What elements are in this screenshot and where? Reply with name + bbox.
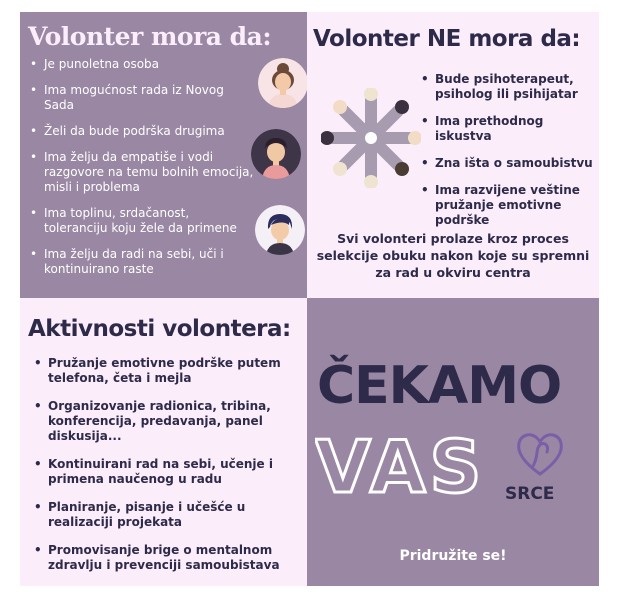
list-item: • Planiranje, pisanje i učešće u realizaciji projekata <box>34 500 299 530</box>
volunteer-must-not-list <box>421 72 593 240</box>
activities-list <box>34 356 299 586</box>
list-item: • Promovisanje brige o mentalnom zdravlju i prevenciji samoubistava <box>34 543 299 573</box>
volunteer-must-panel <box>20 12 307 298</box>
list-item: • Ima mogućnost rada iz Novog Sada <box>30 83 255 113</box>
join-text: Pridružite se! <box>399 548 507 564</box>
volunteer-must-title: Volonter mora da: <box>28 22 272 51</box>
list-item: • Želi da bude podrška drugima <box>30 124 255 139</box>
person-avatar-icon <box>255 205 305 255</box>
call-to-action-panel <box>307 298 599 586</box>
volunteer-must-not-title: Volonter NE mora da: <box>313 26 581 52</box>
woman-avatar-icon <box>258 58 308 108</box>
vas-text: VAS <box>315 426 486 506</box>
list-item: • Organizovanje radionica, tribina, konferencija, predavanja, panel diskusija... <box>34 399 299 444</box>
selection-text: Svi volonteri prolaze kroz proces selekcije obuku nakon koje su spremni za rad u okviru centra <box>316 231 590 280</box>
list-item: • Ima prethodnog iskustva <box>421 114 593 144</box>
vas-heading <box>315 426 505 506</box>
heart-logo-icon <box>513 426 567 480</box>
list-item: • Pružanje emotivne podrške putem telefona, četa i mejla <box>34 356 299 386</box>
list-item: • Ima želju da empatiše i vodi razgovore na temu bolnih emocija, misli i problema <box>30 150 255 195</box>
list-item: • Je punoletna osoba <box>30 57 255 72</box>
cekamo-heading: ČEKAMO <box>317 356 562 416</box>
activities-panel <box>20 298 307 586</box>
srce-logo-text: SRCE <box>505 484 555 504</box>
list-item: • Ima razvijene veštine pružanje emotivne podrške <box>421 183 593 228</box>
man-avatar-icon <box>251 129 301 179</box>
list-item: • Bude psihoterapeut, psiholog ili psihijatar <box>421 72 593 102</box>
list-item: • Kontinuirani rad na sebi, učenje i primena naučenog u radu <box>34 457 299 487</box>
activities-title: Aktivnosti volontera: <box>28 316 291 342</box>
list-item: • Zna išta o samoubistvu <box>421 156 593 171</box>
volunteer-must-list <box>30 57 255 288</box>
volunteer-must-not-panel <box>307 12 599 298</box>
list-item: • Ima želju da radi na sebi, uči i kontinuirano raste <box>30 247 255 277</box>
hands-circle-icon <box>321 88 421 188</box>
list-item: • Ima toplinu, srdačanost, toleranciju koju žele da primene <box>30 206 255 236</box>
